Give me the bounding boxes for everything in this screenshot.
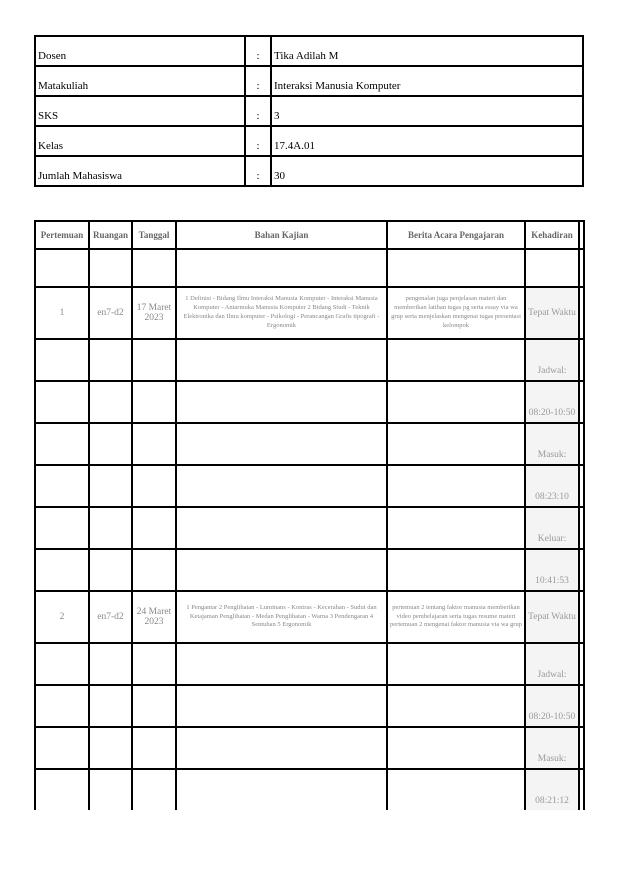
table-cell [176, 507, 387, 549]
info-row-kelas [35, 126, 583, 156]
kehadiran-status: Tepat Waktu [525, 591, 579, 643]
table-cell [35, 339, 89, 381]
table-cell [387, 249, 525, 287]
table-cell [35, 249, 89, 287]
meeting-row-1 [35, 287, 584, 339]
table-cell [132, 643, 176, 685]
header-berita-acara: Berita Acara Pengajaran [387, 221, 525, 249]
table-cell [35, 423, 89, 465]
table-cell [132, 465, 176, 507]
jadwal-value: 08:20-10:50 [525, 381, 579, 423]
keluar-value: 10:41:53 [525, 549, 579, 591]
info-colon: : [245, 126, 271, 156]
table-cell [89, 727, 132, 769]
table-edge [579, 507, 584, 549]
table-edge [579, 423, 584, 465]
info-colon: : [245, 36, 271, 66]
table-edge [579, 591, 584, 643]
keluar-label: Keluar: [525, 507, 579, 549]
info-value: Interaksi Manusia Komputer [271, 66, 583, 96]
table-edge [579, 685, 584, 727]
table-cell [89, 507, 132, 549]
meeting-row-2 [35, 591, 584, 643]
table-cell [35, 549, 89, 591]
info-row-matakuliah [35, 66, 583, 96]
tanggal-cell: 24 Maret 2023 [132, 591, 176, 643]
header-kehadiran: Kehadiran [525, 221, 579, 249]
table-cell [176, 465, 387, 507]
table-cell [176, 685, 387, 727]
table-edge [579, 221, 584, 249]
info-row-dosen [35, 36, 583, 66]
table-cell [89, 339, 132, 381]
masuk-label: Masuk: [525, 727, 579, 769]
table-cell [525, 249, 579, 287]
table-cell [35, 769, 89, 810]
table-cell [132, 549, 176, 591]
table-row [35, 727, 584, 769]
table-edge [579, 769, 584, 810]
table-edge [579, 549, 584, 591]
table-cell [387, 381, 525, 423]
table-cell [132, 339, 176, 381]
table-cell [35, 685, 89, 727]
berita-acara-cell: pengenalan juga penjelasan materi dan memberikan latihan tugas pg serta essay via wa grup serta menjelaskan mengenai tugas presentasi kelompok [387, 287, 525, 339]
table-row [35, 769, 584, 810]
header-ruangan: Ruangan [89, 221, 132, 249]
table-edge [579, 643, 584, 685]
table-cell [176, 727, 387, 769]
table-edge [579, 727, 584, 769]
info-label: Jumlah Mahasiswa [35, 156, 245, 186]
table-cell [132, 249, 176, 287]
masuk-value: 08:23:10 [525, 465, 579, 507]
course-info-table [34, 35, 584, 187]
table-cell [89, 381, 132, 423]
info-row-sks [35, 96, 583, 126]
table-cell [176, 549, 387, 591]
table-cell [35, 507, 89, 549]
table-cell [176, 769, 387, 810]
table-edge [579, 287, 584, 339]
table-row [35, 643, 584, 685]
header-pertemuan: Pertemuan [35, 221, 89, 249]
info-label: SKS [35, 96, 245, 126]
table-cell [387, 465, 525, 507]
header-tanggal: Tanggal [132, 221, 176, 249]
ruangan-cell: en7-d2 [89, 287, 132, 339]
berita-acara-cell: pertemuan 2 tentang faktor manusia memberikan video pembelajaran serta tugas resume materi pertemuan 2 mengenai faktor manusia via wa grup [387, 591, 525, 643]
table-row [35, 423, 584, 465]
table-row [35, 339, 584, 381]
table-cell [35, 643, 89, 685]
masuk-value: 08:21:12 [525, 769, 579, 810]
table-cell [176, 249, 387, 287]
kehadiran-status: Tepat Waktu [525, 287, 579, 339]
table-cell [35, 465, 89, 507]
table-edge [579, 465, 584, 507]
table-cell [89, 643, 132, 685]
table-cell [176, 643, 387, 685]
info-row-jumlah-mahasiswa [35, 156, 583, 186]
table-cell [387, 643, 525, 685]
info-label: Dosen [35, 36, 245, 66]
ruangan-cell: en7-d2 [89, 591, 132, 643]
info-colon: : [245, 96, 271, 126]
table-cell [176, 423, 387, 465]
table-cell [387, 507, 525, 549]
bahan-kajian-cell: 1 Pengantar 2 Penglihatan - Luminans - Kontras - Kecerahan - Sudut dan Ketajaman Penglihatan - Medan Penglihatan - Warna 3 Pendengaran 4 Sentuhan 5 Ergonomik [176, 591, 387, 643]
jadwal-value: 08:20-10:50 [525, 685, 579, 727]
table-cell [132, 423, 176, 465]
table-cell [89, 423, 132, 465]
table-cell [89, 249, 132, 287]
table-cell [176, 381, 387, 423]
pertemuan-cell: 2 [35, 591, 89, 643]
table-cell [387, 549, 525, 591]
table-row [35, 465, 584, 507]
info-colon: : [245, 156, 271, 186]
table-cell [387, 727, 525, 769]
table-cell [35, 727, 89, 769]
table-row [35, 685, 584, 727]
table-row [35, 381, 584, 423]
header-bahan-kajian: Bahan Kajian [176, 221, 387, 249]
jadwal-label: Jadwal: [525, 643, 579, 685]
table-cell [132, 769, 176, 810]
bahan-kajian-cell: 1 Definisi - Bidang Ilmu Interaksi Manusia Komputer - Interaksi Manusia Komputer - Antarmuka Manusia Komputer 2 Bidang Studi - Teknik Elektronika dan Ilmu komputer - Psikologi - Perancangan Grafis tipografi - Ergonomik [176, 287, 387, 339]
table-cell [89, 465, 132, 507]
table-cell [89, 549, 132, 591]
table-edge [579, 339, 584, 381]
info-label: Matakuliah [35, 66, 245, 96]
info-label: Kelas [35, 126, 245, 156]
table-cell [89, 769, 132, 810]
table-header-row [35, 221, 584, 249]
tanggal-cell: 17 Maret 2023 [132, 287, 176, 339]
table-cell [132, 507, 176, 549]
table-row [35, 249, 584, 287]
table-cell [387, 423, 525, 465]
pertemuan-cell: 1 [35, 287, 89, 339]
table-cell [387, 685, 525, 727]
table-cell [132, 685, 176, 727]
table-cell [132, 381, 176, 423]
jadwal-label: Jadwal: [525, 339, 579, 381]
table-cell [35, 381, 89, 423]
teaching-schedule-table [34, 220, 585, 810]
table-cell [387, 339, 525, 381]
table-edge [579, 249, 584, 287]
table-cell [176, 339, 387, 381]
info-value: 17.4A.01 [271, 126, 583, 156]
info-value: Tika Adilah M [271, 36, 583, 66]
table-cell [387, 769, 525, 810]
info-value: 3 [271, 96, 583, 126]
table-row [35, 549, 584, 591]
table-cell [132, 727, 176, 769]
info-colon: : [245, 66, 271, 96]
info-value: 30 [271, 156, 583, 186]
table-cell [89, 685, 132, 727]
table-row [35, 507, 584, 549]
table-edge [579, 381, 584, 423]
masuk-label: Masuk: [525, 423, 579, 465]
